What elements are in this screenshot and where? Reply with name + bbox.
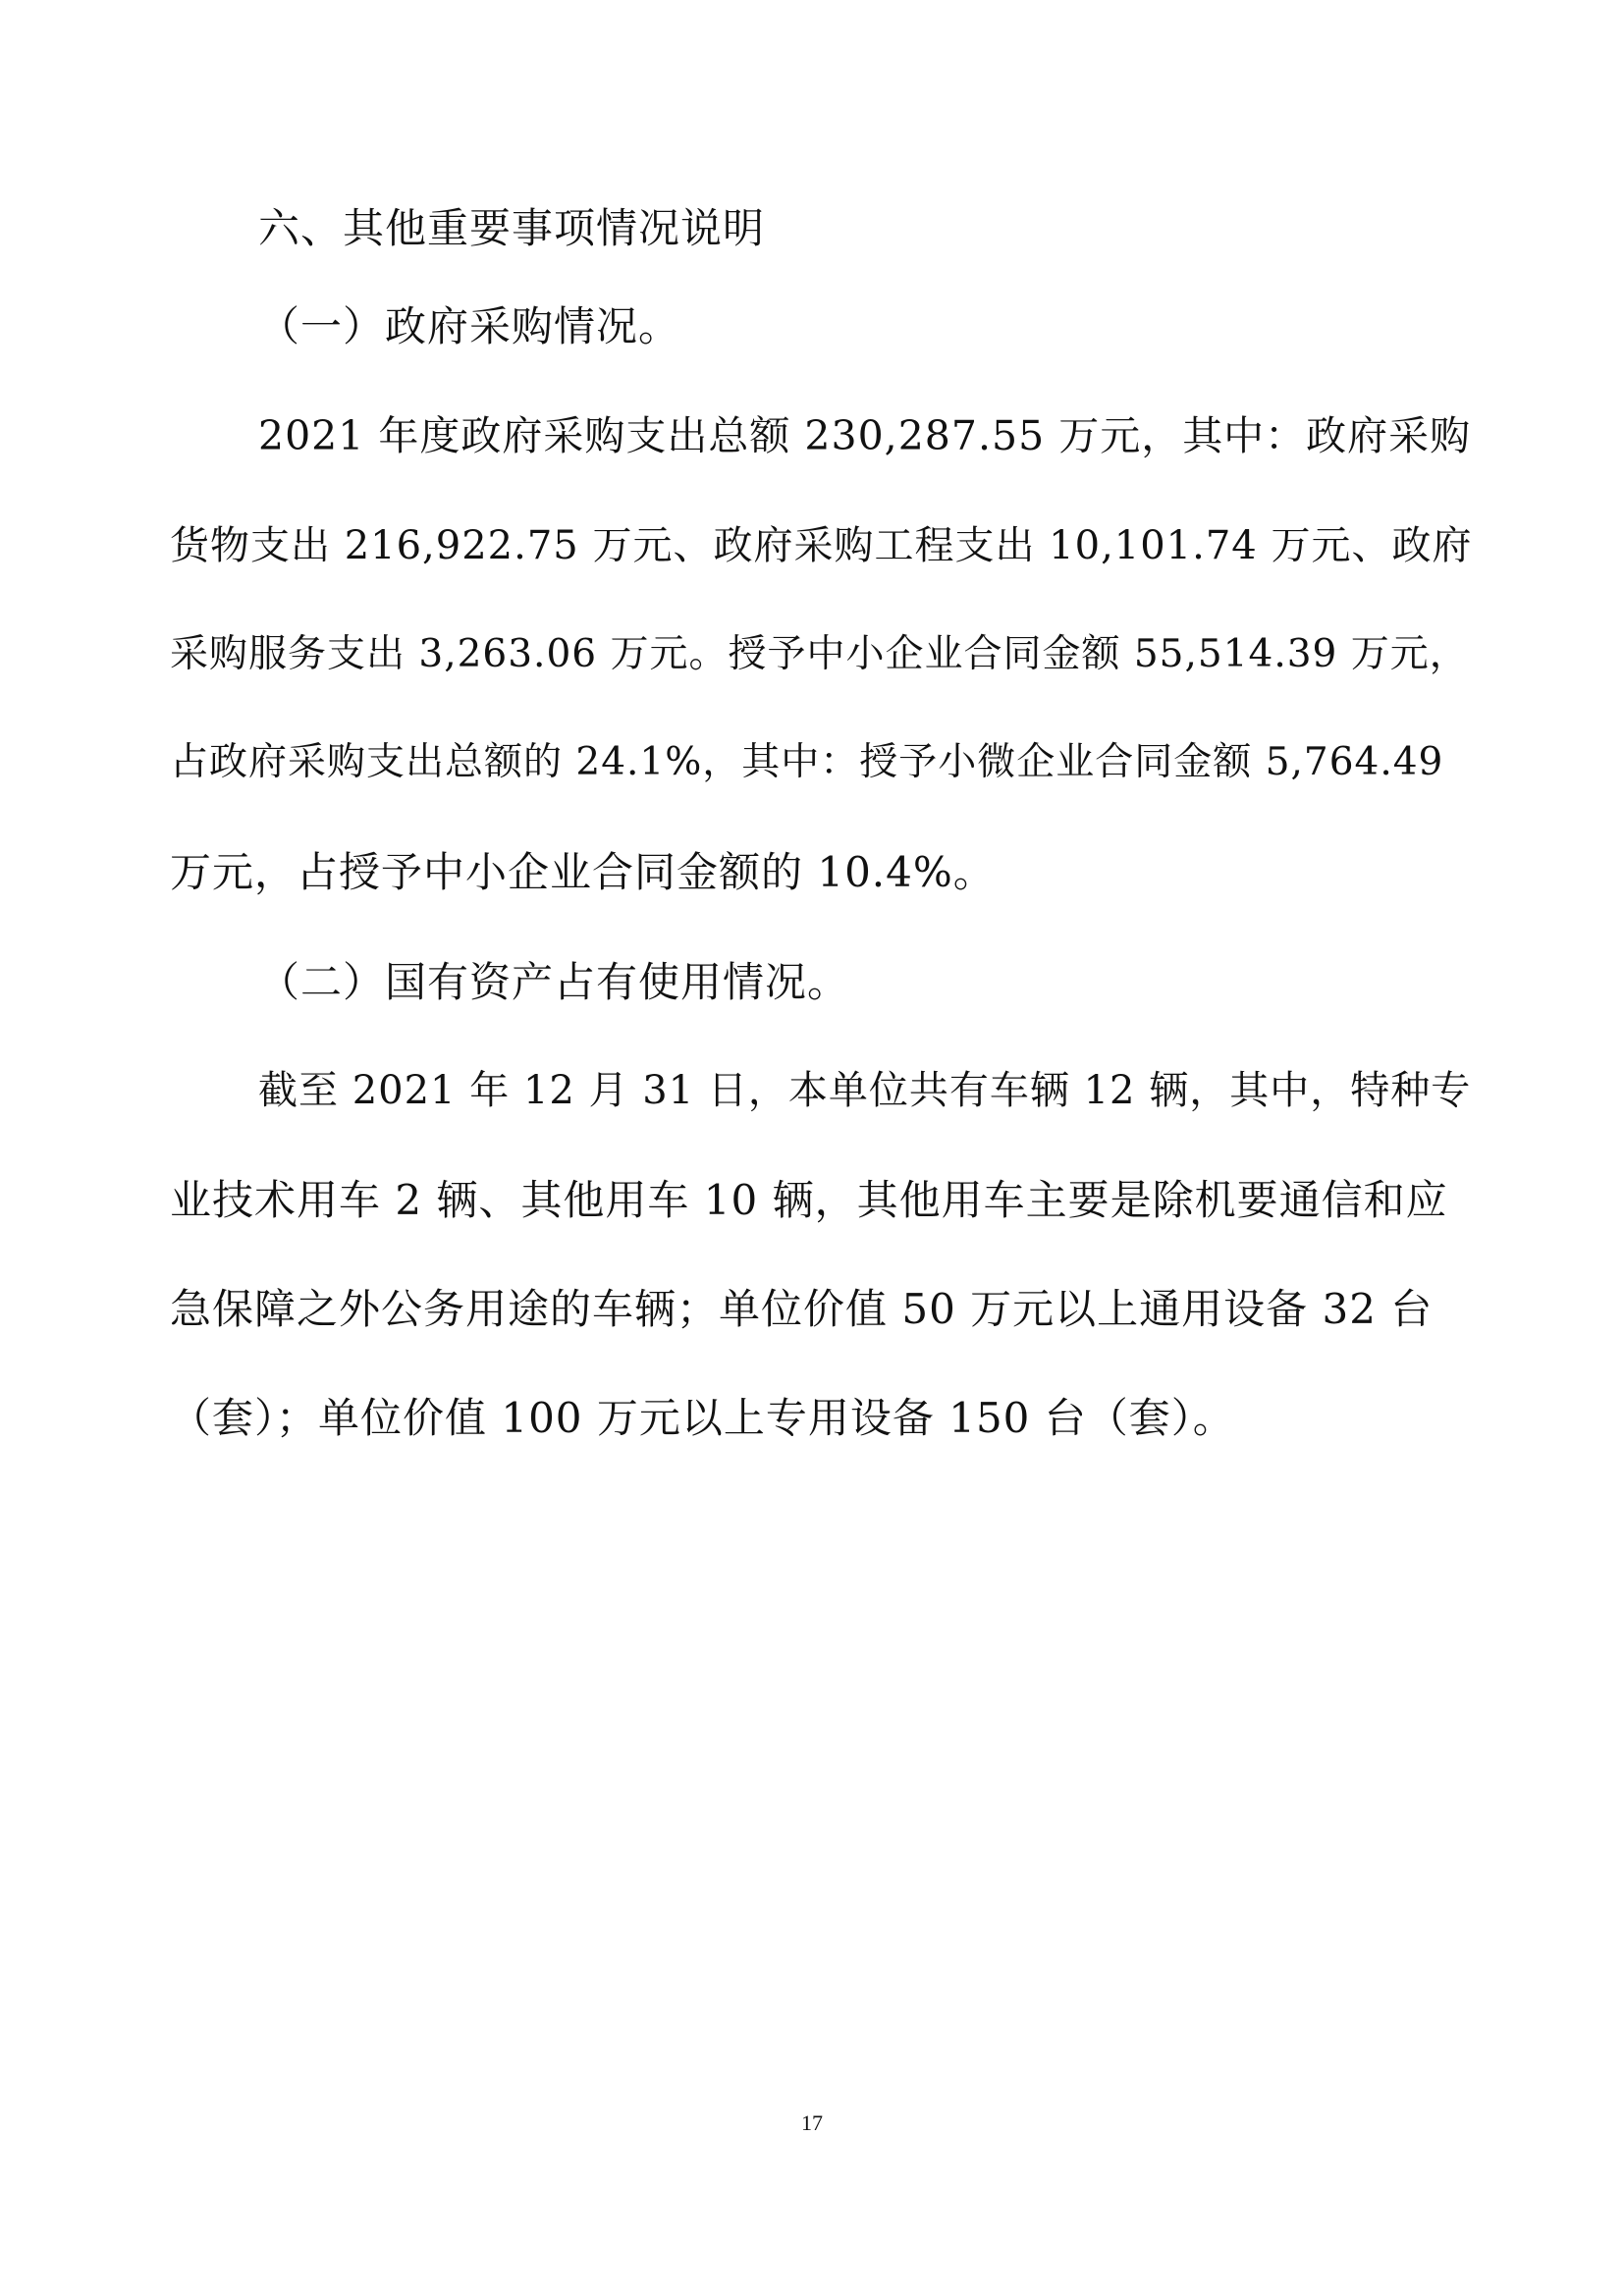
paragraph-line: （套）；单位价值 100 万元以上专用设备 150 台（套）。 [170,1394,1235,1442]
page-number: 17 [801,2110,823,2135]
paragraph-line: 急保障之外公务用途的车辆；单位价值 50 万元以上通用设备 32 台 [170,1285,1434,1333]
paragraph-line: 2021 年度政府采购支出总额 230,287.55 万元，其中：政府采购 [258,412,1472,459]
subsection-title-assets: （二）国有资产占有使用情况。 [258,958,850,1006]
paragraph-line: 占政府采购支出总额的 24.1%，其中：授予小微企业合同金额 5,764.49 [170,740,1444,784]
paragraph-line: 采购服务支出 3,263.06 万元。授予中小企业合同金额 55,514.39 万元， [170,632,1469,676]
paragraph-line: 业技术用车 2 辆、其他用车 10 辆，其他用车主要是除机要通信和应 [170,1176,1448,1224]
subsection-title-procurement: （一）政府采购情况。 [258,302,681,350]
paragraph-line: 截至 2021 年 12 月 31 日，本单位共有车辆 12 辆，其中，特种专 [258,1068,1472,1113]
paragraph-line: 万元，占授予中小企业合同金额的 10.4%。 [170,848,996,896]
section-heading: 六、其他重要事项情况说明 [258,204,766,252]
paragraph-line: 货物支出 216,922.75 万元、政府采购工程支出 10,101.74 万元、政府 [170,523,1473,568]
